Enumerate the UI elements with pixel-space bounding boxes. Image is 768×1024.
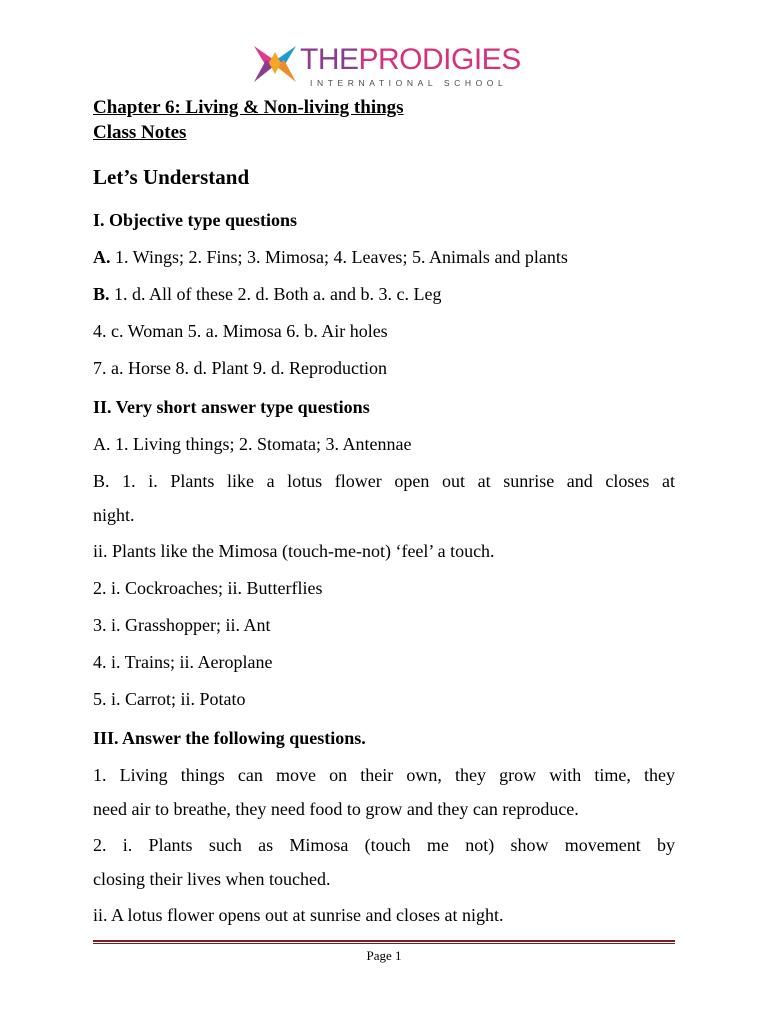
logo-the: THE <box>300 43 359 76</box>
school-logo <box>252 42 522 92</box>
section-heading: Let’s Understand <box>93 165 250 189</box>
long-answer-q2-ii: ii. A lotus flower opens out at sunrise and closes at night. <box>93 905 504 925</box>
star-logo-icon <box>252 42 298 84</box>
short-answer-b5: 5. i. Carrot; ii. Potato <box>93 689 246 709</box>
short-answer-b1-line2: night. <box>93 505 135 525</box>
chapter-title: Chapter 6: Living & Non-living things <box>93 97 404 118</box>
objective-a <box>93 245 675 269</box>
logo-wordmark <box>300 44 521 76</box>
footer-divider <box>93 940 675 945</box>
objective-a-label: A. <box>93 247 111 267</box>
page-number: Page 1 <box>366 948 402 963</box>
long-answer-q1-line1: 1. Living things can move on their own, they grow with time, they <box>93 765 675 785</box>
long-answer-q2-line2: closing their lives when touched. <box>93 869 331 889</box>
short-answer-b1-ii: ii. Plants like the Mimosa (touch-me-not) ‘feel’ a touch. <box>93 541 495 561</box>
short-answer-heading: II. Very short answer type questions <box>93 397 370 417</box>
short-answer-b2: 2. i. Cockroaches; ii. Butterflies <box>93 578 323 598</box>
logo-subtitle: INTERNATIONAL SCHOOL <box>310 78 508 88</box>
objective-b <box>93 282 675 306</box>
objective-b-text: 1. d. All of these 2. d. Both a. and b. 3. c. Leg <box>109 284 442 304</box>
objective-line-3: 4. c. Woman 5. a. Mimosa 6. b. Air holes <box>93 321 388 341</box>
logo-prodigies: PRODIGIES <box>358 43 521 76</box>
objective-line-4: 7. a. Horse 8. d. Plant 9. d. Reproduction <box>93 358 387 378</box>
objective-b-label: B. <box>93 284 110 304</box>
class-notes-title: Class Notes <box>93 122 187 143</box>
short-answer-b3: 3. i. Grasshopper; ii. Ant <box>93 615 271 635</box>
objective-heading: I. Objective type questions <box>93 210 297 230</box>
long-answer-q2-line1: 2. i. Plants such as Mimosa (touch me not) show movement by <box>93 835 675 855</box>
long-answer-q1-line2: need air to breathe, they need food to grow and they can reproduce. <box>93 799 579 819</box>
long-answer-heading: III. Answer the following questions. <box>93 728 366 748</box>
short-answer-b1-line1: B. 1. i. Plants like a lotus flower open out at sunrise and closes at <box>93 471 675 491</box>
short-answer-b4: 4. i. Trains; ii. Aeroplane <box>93 652 273 672</box>
objective-a-text: 1. Wings; 2. Fins; 3. Mimosa; 4. Leaves; 5. Animals and plants <box>110 247 568 267</box>
short-answer-a: A. 1. Living things; 2. Stomata; 3. Antennae <box>93 434 412 454</box>
